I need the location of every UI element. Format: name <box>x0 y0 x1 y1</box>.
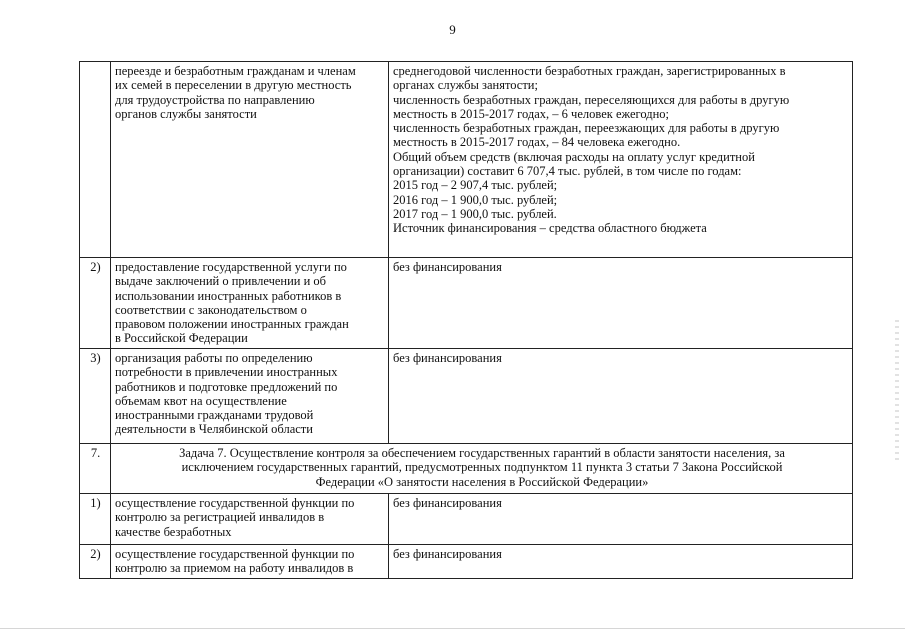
program-measures-table <box>79 61 853 579</box>
finance-cell: без финансирования <box>389 258 853 349</box>
row-number: 2) <box>80 545 111 579</box>
task-number: 7. <box>80 444 111 494</box>
measure-cell: осуществление государственной функции по контролю за приемом на работу инвалидов в <box>111 545 389 579</box>
finance-cell: без финансирования <box>389 349 853 444</box>
table-row <box>80 258 853 349</box>
table-row <box>80 349 853 444</box>
row-number: 2) <box>80 258 111 349</box>
task-title: Задача 7. Осуществление контроля за обеспечением государственных гарантий в области занятости населения, за исключением государственных гарантий, предусмотренных подпунктом 11 пункта 3 статьи 7 Закона Российской Федерации «О занятости населения в Российской Федерации» <box>111 444 853 494</box>
row-number: 3) <box>80 349 111 444</box>
table-row <box>80 62 853 258</box>
page-number: 9 <box>449 22 456 37</box>
finance-cell: среднегодовой численности безработных граждан, зарегистрированных в органах службы занятости; численность безработных граждан, переселяющихся для работы в другую местность в 2015-2017 годах, – 6 человек ежегодно; численность безработных граждан, переезжающих для работы в другую местность в 2015-2017 годах, – 84 человека ежегодно. Общий объем средств (включая расходы на оплату услуг кредитной организации) составит 6 707,4 тыс. рублей, в том числе по годам: 2015 год – 2 907,4 тыс. рублей; 2016 год – 1 900,0 тыс. рублей; 2017 год – 1 900,0 тыс. рублей. Источник финансирования – средства областного бюджета <box>389 62 853 258</box>
measure-cell: организация работы по определению потребности в привлечении иностранных работников и подготовке предложений по объемам квот на осуществление иностранными гражданами трудовой деятельности в Челябинской области <box>111 349 389 444</box>
measure-cell: осуществление государственной функции по контролю за регистрацией инвалидов в качестве безработных <box>111 494 389 545</box>
scan-bottom-line <box>0 628 905 629</box>
measure-cell: предоставление государственной услуги по выдаче заключений о привлечении и об использовании иностранных работников в соответствии с законодательством о правовом положении иностранных граждан в Российской Федерации <box>111 258 389 349</box>
measure-cell: переезде и безработным гражданам и членам их семей в переселении в другую местность для трудоустройства по направлению органов службы занятости <box>111 62 389 258</box>
row-number <box>80 62 111 258</box>
scan-edge-marks <box>895 320 899 460</box>
finance-cell: без финансирования <box>389 545 853 579</box>
table-row <box>80 494 853 545</box>
task-header-row <box>80 444 853 494</box>
row-number: 1) <box>80 494 111 545</box>
finance-cell: без финансирования <box>389 494 853 545</box>
table-row <box>80 545 853 579</box>
